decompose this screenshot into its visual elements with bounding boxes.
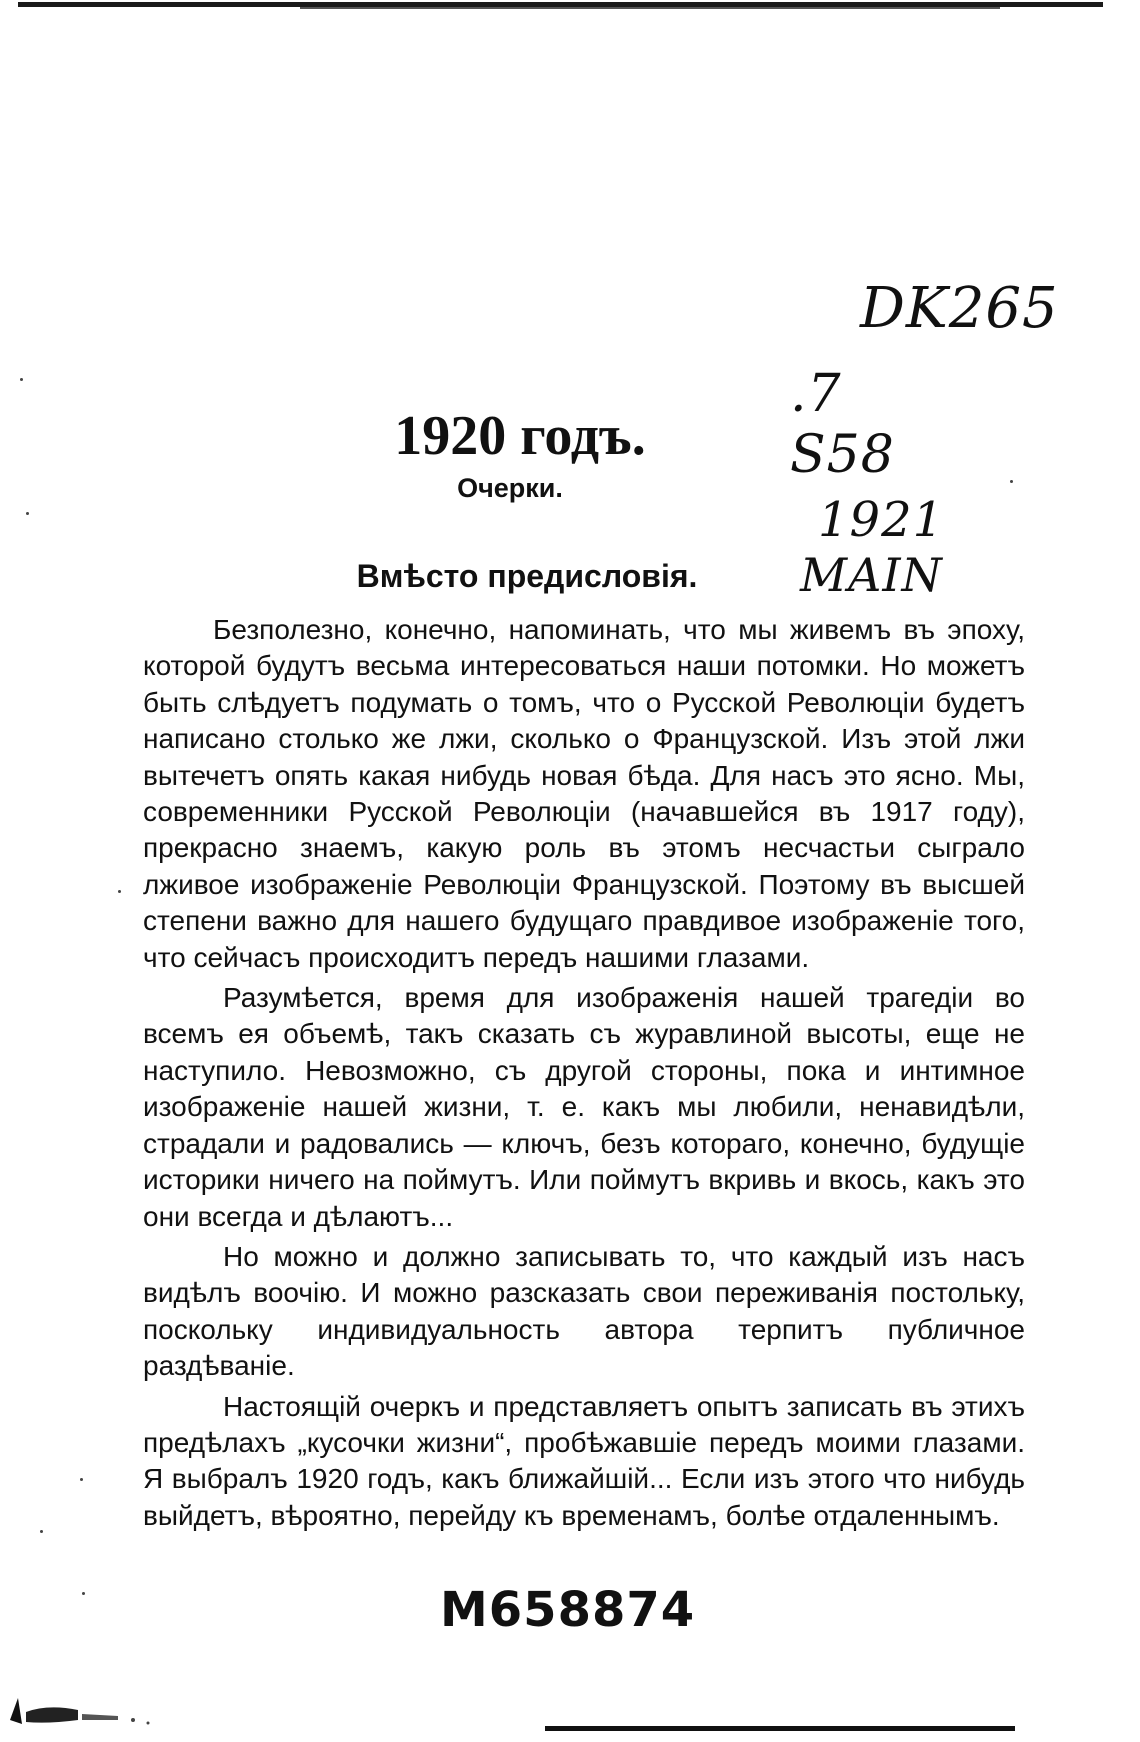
scan-top-border-shadow <box>300 7 1000 9</box>
body-text <box>143 612 1025 1538</box>
scan-speck <box>1010 480 1013 483</box>
scan-speck <box>82 1592 85 1595</box>
call-number-line-2: .7 <box>790 364 842 424</box>
page-title <box>0 404 1140 468</box>
section-heading-text: Вмѣсто предисловія. <box>356 558 698 594</box>
page-title-text: 1920 годъ. <box>394 405 646 467</box>
paragraph-3: Но можно и должно записывать то, что каждый изъ насъ видѣлъ воочію. И можно разсказать свои переживанія постольку, поскольку индивидуальность автора терпитъ публичное раздѣваніе. <box>143 1240 1025 1382</box>
paragraph-4: Настоящій очеркъ и представляетъ опытъ записать въ этихъ предѣлахъ „кусочки жизни“, пробѣжавшіе передъ моими глазами. Я выбралъ 1920 годъ, какъ ближайшій... Если изъ этого что нибудь выйдетъ, вѣроятно, перейду къ временамъ, болѣе отдаленнымъ. <box>143 1390 1025 1531</box>
scan-speck <box>40 1530 43 1533</box>
section-heading <box>0 558 1140 595</box>
paragraph-2: Разумѣется, время для изображенія нашей трагедіи во всемъ ея объемѣ, такъ сказать съ журавлиной высоты, еще не наступило. Невозможно, съ другой стороны, пока и интимное изображеніе нашей жизни, т. е. какъ мы любили, ненавидѣли, страдали и радовались — ключъ, безъ котораго, конечно, будущіе историки ничего на поймутъ. Или поймутъ вкривь и вкось, какъ это они всегда и дѣлаютъ... <box>143 982 1025 1232</box>
scan-smudge-icon <box>8 1690 158 1730</box>
call-number-line-4: 1921 <box>818 492 945 548</box>
paragraph-1: Безполезно, конечно, напоминать, что мы живемъ въ эпоху, которой будутъ весьма интересоваться наши потомки. Но можетъ быть слѣдуетъ подумать о томъ, что о Русской Революціи будетъ написано столько же лжи, сколько о Французской. Изъ этой лжи вытечетъ опять какая нибудь новая бѣда. Для насъ это ясно. Мы, современники Русской Революціи (начавшейся въ 1917 году), прекрасно знаемъ, какую роль въ этомъ несчастьи сыграло лживое изображеніе Революціи Французской. Поэтому въ высшей степени важно для нашего будущаго правдивое изображеніе того, что сейчасъ происходитъ передъ нашими глазами. <box>143 614 1025 973</box>
library-stamp-number: M658874 <box>440 1582 696 1638</box>
call-number-line-3: S58 <box>790 425 895 485</box>
scan-speck <box>80 1478 83 1481</box>
scan-speck <box>118 890 121 893</box>
page-subtitle-text: Очерки. <box>457 473 563 503</box>
page-subtitle <box>0 473 1140 504</box>
call-number-line-1: DK265 <box>860 276 1059 341</box>
scan-speck <box>20 378 23 381</box>
scan-speck <box>26 512 29 515</box>
scan-bottom-border <box>545 1726 1015 1731</box>
call-number-line-5: MAIN <box>800 548 943 602</box>
